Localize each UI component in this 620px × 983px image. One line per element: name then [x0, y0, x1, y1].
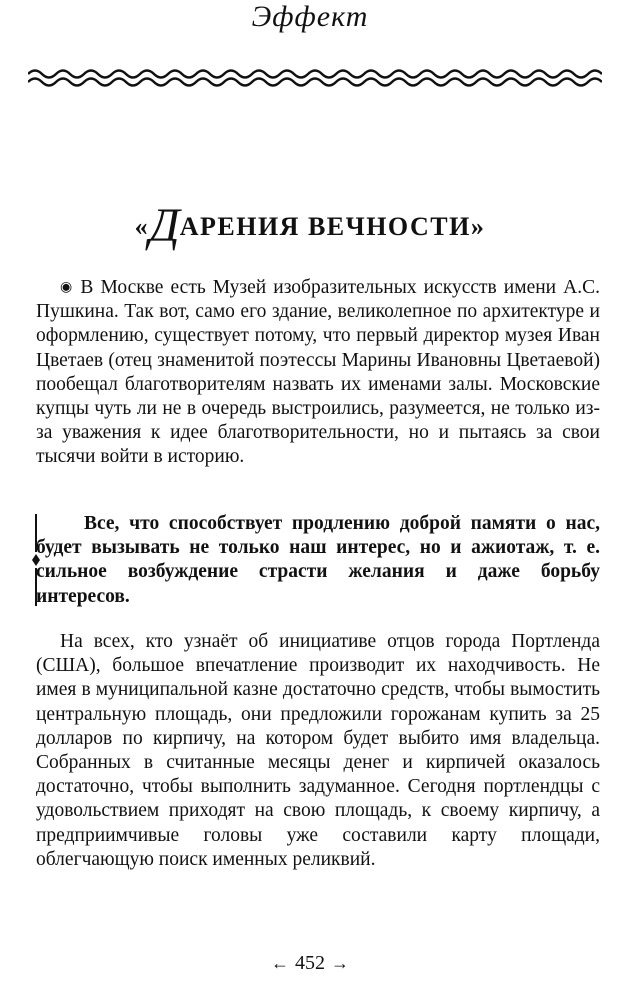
wave-divider [28, 66, 602, 92]
callout-quote: Все, что способствует продлению доброй памяти о нас, будет вызывать не только наш интерес, но и ажиотаж, т. е. сильное возбуждение страсти желания и даже борьбу интересов. [36, 513, 600, 607]
page-number: 452 [295, 952, 325, 974]
intro-text: В Москве есть Музей изобразительных искусств имени А.С. Пушкина. Так вот, само его здание, великолепное по архитектуре и оформлению, существует потому, что первый директор музея Иван Цветаев (отец знаменитой поэтессы Марины Ивановны Цветаевой) пообещал благотворителям назвать их именами залы. Московские купцы чуть ли не в очередь выстроились, разумеется, не только из-за уважения к идее благотворительности, но и пытаясь за свои тысячи войти в историю. [36, 277, 601, 468]
article-title [0, 199, 620, 252]
right-arrow-icon: → [331, 953, 349, 973]
left-arrow-icon: ← [271, 953, 289, 973]
title-initial: Д [149, 199, 180, 252]
section-header: Эффект [251, 0, 369, 33]
page-footer [0, 949, 620, 977]
story-paragraph: На всех, кто узнаёт об инициативе отцов города Портленда (США), большое впечатление производит их находчивость. Не имея в муниципальной казне достаточно средств, чтобы вымостить центральную площадь, они предложили горожанам купить за 25 долларов по кирпичу, на котором будет выбито имя владельца. Собранных в считанные месяцы денег и кирпичей оказалось достаточно, чтобы выполнить задуманное. Сегодня портлендцы с удовольствием приходят на свою площадь, к своему кирпичу, а предприимчивые головы уже составили карту площади, облегчающую поиск именных реликвий. [36, 631, 600, 870]
title-close-quote: » [470, 212, 486, 241]
title-open-quote: « [134, 212, 150, 241]
round-bullet-icon: ◉ [60, 280, 75, 295]
title-rest: АРЕНИЯ ВЕЧНОСТИ [179, 212, 471, 241]
intro-paragraph [36, 276, 600, 470]
